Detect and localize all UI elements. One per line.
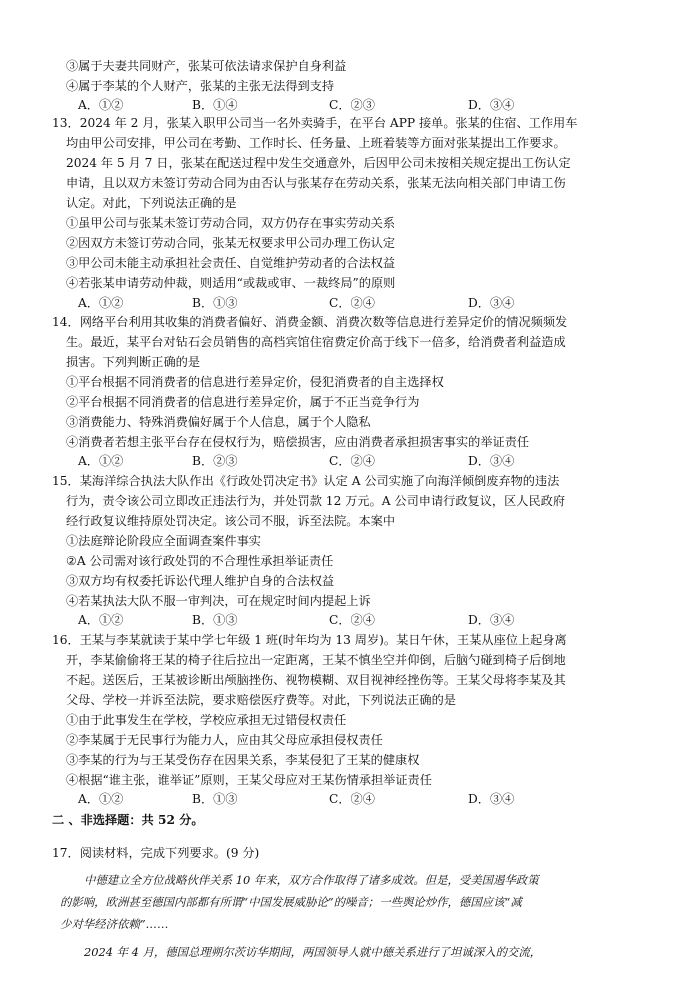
option-a: A．①② (78, 296, 124, 310)
option-d: D．③④ (468, 454, 515, 468)
q15-stem-3: 经行政复议维持原处罚决定。该公司不服，诉至法院。本案中 (66, 514, 396, 528)
q14-stem-1: 14．网络平台利用其收集的消费者偏好、消费金额、消费次数等信息进行差异定价的情况频频发 (52, 315, 568, 329)
q15-stem-1: 15．某海洋综合执法大队作出《行政处罚决定书》认定 A 公司实施了向海洋倾倒废弃物的违法 (52, 474, 560, 488)
q16-item-4: ④根据“谁主张，谁举证”原则，王某父母应对王某伤情承担举证责任 (66, 773, 432, 787)
option-a: A．①② (78, 792, 124, 806)
q15-item-4: ④若某执法大队不服一审判决，可在规定时间内提起上诉 (66, 594, 371, 608)
prev-item-4: ④属于李某的个人财产，张某的主张无法得到支持 (66, 79, 335, 93)
q16-stem-1: 16．王某与李某就读于某中学七年级 1 班(时年均为 13 周岁)。某日午休，王某从座位上起身离 (52, 633, 567, 647)
q14-item-3: ③消费能力、特殊消费偏好属于个人信息，属于个人隐私 (66, 415, 371, 429)
q14-stem-3: 损害。下列判断正确的是 (66, 355, 201, 369)
option-b: B．①③ (192, 613, 238, 627)
q13-stem-5: 认定。对此，下列说法正确的是 (66, 196, 237, 210)
option-c: C．②④ (329, 454, 375, 468)
q13-stem-4: 申请，且以双方未签订劳动合同为由否认与张某存在劳动关系，张某无法向相关部门申请工伤 (66, 176, 566, 190)
q13-item-3: ③甲公司未能主动承担社会责任、自觉维护劳动者的合法权益 (66, 256, 396, 270)
q14-item-2: ②平台根据不同消费者的信息进行差异定价，属于不正当竞争行为 (66, 395, 420, 409)
option-c: C．②④ (329, 792, 375, 806)
option-a: A．①② (78, 454, 124, 468)
prev-item-3: ③属于夫妻共同财产，张某可依法请求保护自身利益 (66, 59, 347, 73)
option-b: B．②③ (192, 454, 238, 468)
option-d: D．③④ (468, 98, 515, 112)
q15-item-1: ①法庭辩论阶段应全面调查案件事实 (66, 534, 261, 548)
q13-item-4: ④若张某申请劳动仲裁，则适用“或裁或审、一裁终局”的原则 (66, 276, 396, 290)
q16-stem-3: 不起。送医后，王某被诊断出颅脑挫伤、视物模糊、双目视神经挫伤等。王某父母将李某及其 (66, 673, 566, 687)
option-a: A．①② (78, 98, 124, 112)
q17-material-3: 少对华经济依赖”…… (60, 917, 169, 931)
q15-stem-2: 行为，责令该公司立即改正违法行为，并处罚款 12 万元。A 公司申请行政复议，区人民政府 (66, 494, 566, 508)
q13-stem-2: 均由甲公司安排，甲公司在考勤、工作时长、任务量、上班着装等方面对张某提出工作要求。 (66, 136, 566, 150)
option-c: C．②④ (329, 613, 375, 627)
q17-material-2: 的影响，欧洲甚至德国内部都有所谓“中国发展威胁论”的噪音；一些舆论炒作，德国应该“减 (60, 895, 522, 909)
option-c: C．②④ (329, 296, 375, 310)
q16-item-3: ③李某的行为与王某受伤存在因果关系，李某侵犯了王某的健康权 (66, 753, 420, 767)
q16-item-2: ②李某属于无民事行为能力人，应由其父母应承担侵权责任 (66, 733, 383, 747)
q13-stem-3: 2024 年 5 月 7 日，张某在配送过程中发生交通意外，后因甲公司未按相关规定提出工伤认定 (66, 156, 571, 170)
option-d: D．③④ (468, 792, 515, 806)
q16-stem-4: 父母、学校一并诉至法院，要求赔偿医疗费等。对此，下列说法正确的是 (66, 693, 456, 707)
q15-item-2: ②A 公司需对该行政处罚的不合理性承担举证责任 (66, 554, 334, 568)
q17-material-4: 2024 年 4 月，德国总理朔尔茨访华期间，两国领导人就中德关系进行了坦诚深入的交流， (84, 945, 542, 959)
option-d: D．③④ (468, 613, 515, 627)
q13-stem-1: 13．2024 年 2 月，张某入职甲公司当一名外卖骑手，在平台 APP 接单。张某的住宿、工作用车 (52, 116, 578, 130)
q14-item-4: ④消费者若想主张平台存在侵权行为，赔偿损害，应由消费者承担损害事实的举证责任 (66, 435, 530, 449)
q13-item-2: ②因双方未签订劳动合同，张某无权要求甲公司办理工伤认定 (66, 236, 396, 250)
option-a: A．①② (78, 613, 124, 627)
option-c: C．②③ (329, 98, 375, 112)
section-heading: 二 、非选择题：共 52 分。 (52, 813, 204, 827)
option-b: B．①③ (192, 792, 238, 806)
q16-item-1: ①由于此事发生在学校，学校应承担无过错侵权责任 (66, 713, 347, 727)
q15-item-3: ③双方均有权委托诉讼代理人维护自身的合法权益 (66, 574, 335, 588)
option-b: B．①④ (192, 98, 238, 112)
q17-stem: 17．阅读材料，完成下列要求。(9 分) (52, 846, 260, 860)
q13-item-1: ①虽甲公司与张某未签订劳动合同，双方仍存在事实劳动关系 (66, 216, 396, 230)
q16-stem-2: 开，李某偷偷将王某的椅子往后拉出一定距离，王某不慎坐空并仰倒，后脑勺碰到椅子后倒地 (66, 653, 566, 667)
option-d: D．③④ (468, 296, 515, 310)
q14-stem-2: 生。最近，某平台对钻石会员销售的高档宾馆住宿费定价高于线下一倍多，给消费者利益造成 (66, 335, 566, 349)
option-b: B．①③ (192, 296, 238, 310)
q17-material-1: 中德建立全方位战略伙伴关系 10 年来，双方合作取得了诸多成效。但是，受美国遏华政策 (84, 873, 539, 887)
q14-item-1: ①平台根据不同消费者的信息进行差异定价，侵犯消费者的自主选择权 (66, 375, 444, 389)
